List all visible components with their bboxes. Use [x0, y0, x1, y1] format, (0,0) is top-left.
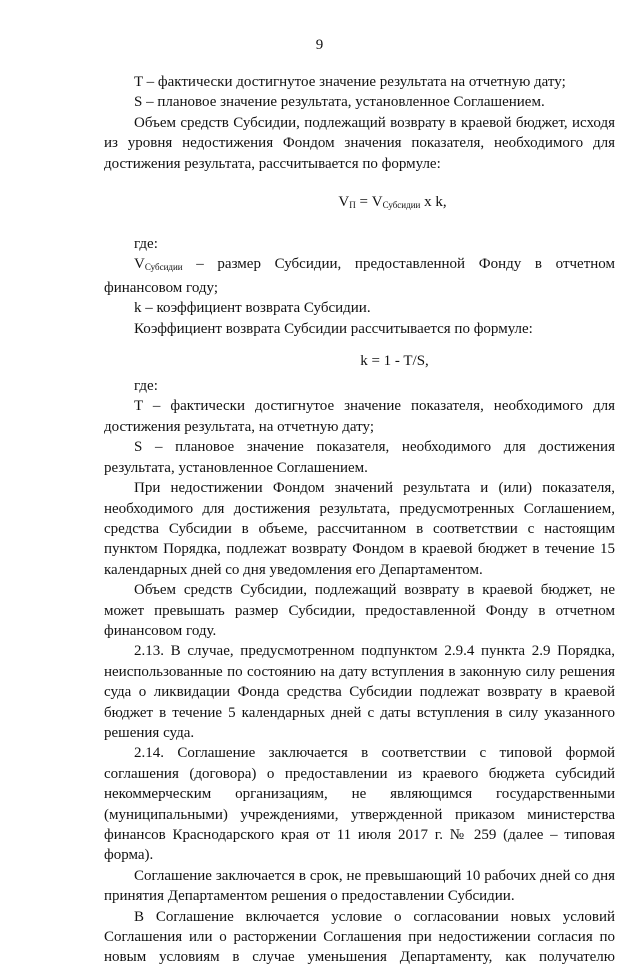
volume-intro-paragraph: Объем средств Субсидии, подлежащий возврату в краевой бюджет, исходя из уровня недостижения Фондом значения показателя, необходимого для достижения результата, рассчитывается по формуле:: [104, 114, 615, 172]
nondelivery-paragraph: При недостижении Фондом значений результата и (или) показателя, необходимого для достижения результата, предусмотренных Соглашением, средства Субсидии в объеме, рассчитанном в соответствии с настоящим пунктом Порядка, подлежат возврату Фондом в краевой бюджет в течение 15 календарных дней со дня уведомления его Департаментом.: [104, 480, 615, 578]
agreement-condition-paragraph: В Соглашение включается условие о согласовании новых условий Соглашения или о расторжении Соглашения при недостижении согласия по новым условиям в случае уменьшения Департаменту, как получателю: [104, 908, 615, 966]
formula-subsidy-subscript: Субсидии: [382, 200, 421, 211]
formula-coefficient: k = 1 - T/S,: [360, 353, 429, 370]
s-definition-result: S – плановое значение результата, установленное Соглашением.: [134, 94, 545, 111]
clause-2-14: 2.14. Соглашение заключается в соответствии с типовой формой соглашения (договора) о предоставлении из краевого бюджета субсидий некоммерческим организациям, не являющимся государственными (муниципальными) учреждениями, утвержденной приказом министерства финансов Краснодарского края от 11 июля 2017 г. № 259 (далее – типовая форма).: [104, 745, 615, 864]
s-definition-indicator: S – плановое значение показателя, необходимого для достижения результата, установленное Соглашением.: [104, 439, 615, 476]
v-def-text: – размер Субсидии, предоставленной Фонду в отчетном финансовом году;: [104, 256, 615, 296]
formula-v-subscript: П: [349, 200, 356, 211]
formula-equals: = V: [355, 194, 383, 211]
where-label-2: где:: [134, 378, 158, 395]
formula-refund-volume: [104, 192, 615, 215]
formula-tail: x k,: [420, 194, 447, 211]
k-intro: Коэффициент возврата Субсидии рассчитывается по формуле:: [134, 320, 533, 337]
formula-v-symbol: V: [338, 194, 350, 211]
clause-2-13: 2.13. В случае, предусмотренном подпунктом 2.9.4 пункта 2.9 Порядка, неиспользованные по состоянию на дату вступления в законную силу решения суда о ликвидации Фонда средства Субсидии подлежат возврату в краевой бюджет в течение 5 календарных дней с даты вступления в силу указанного решения суда.: [104, 643, 615, 741]
agreement-term-paragraph: Соглашение заключается в срок, не превышающий 10 рабочих дней со дня принятия Департаментом решения о предоставлении Субсидии.: [104, 867, 615, 905]
t-definition-indicator: T – фактически достигнутое значение показателя, необходимого для достижения результата, на отчетную дату;: [104, 398, 615, 435]
page-body: [104, 72, 615, 968]
v-def-symbol: V: [134, 256, 145, 273]
v-subsidy-definition: [104, 254, 615, 298]
k-definition: k – коэффициент возврата Субсидии.: [134, 300, 371, 317]
v-def-subscript: Субсидии: [144, 262, 183, 273]
t-definition-result: T – фактически достигнутое значение результата на отчетную дату;: [134, 74, 566, 90]
where-label-1: где:: [134, 236, 158, 253]
page-number: 9: [315, 37, 324, 53]
refund-cap-paragraph: Объем средств Субсидии, подлежащий возврату в краевой бюджет, не может превышать размер Субсидии, предоставленной Фонду в отчетном финансовом году.: [104, 582, 615, 639]
